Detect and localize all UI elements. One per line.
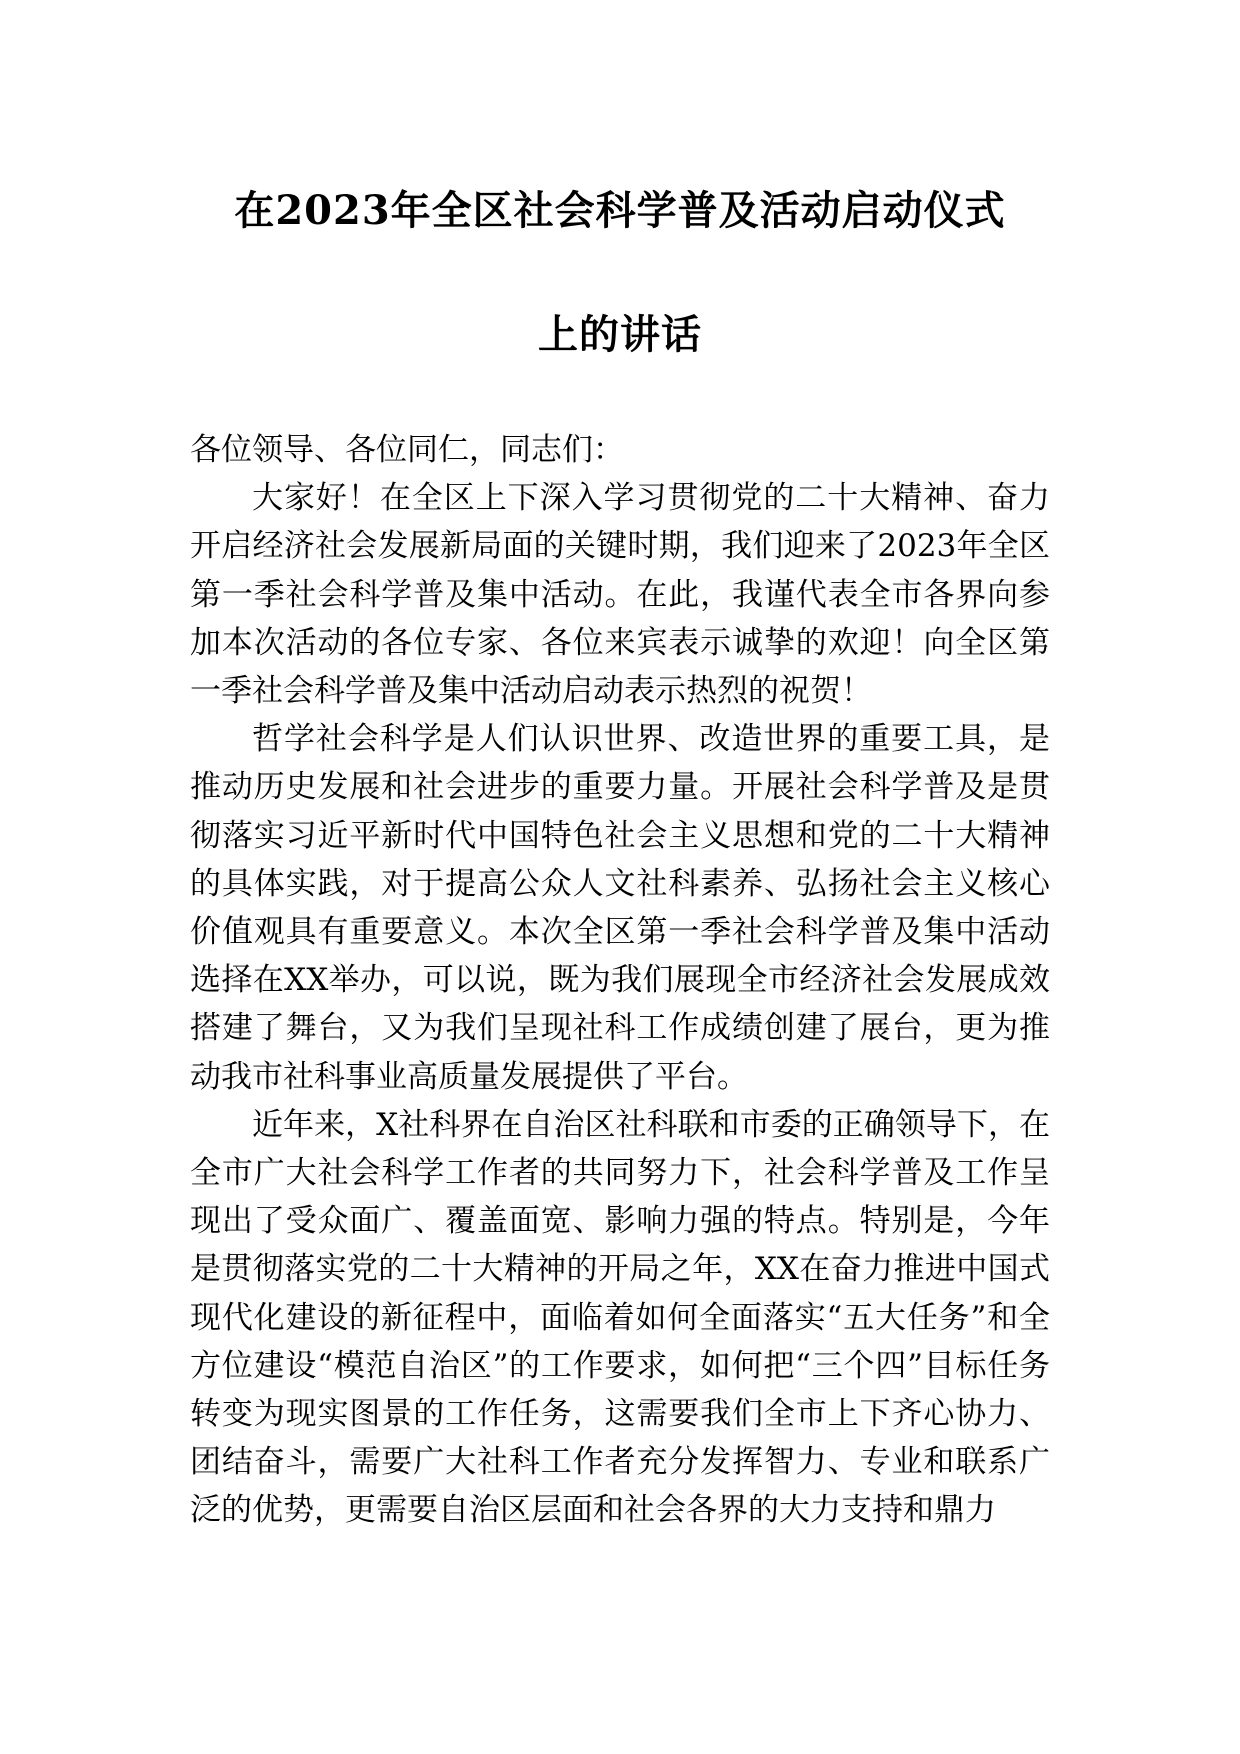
- paragraph-1: 大家好！在全区上下深入学习贯彻党的二十大精神、奋力开启经济社会发展新局面的关键时期，我们迎来了2023年全区第一季社会科学普及集中活动。在此，我谨代表全市各界向参加本次活动的各位专家、各位来宾表示诚挚的欢迎！向全区第一季社会科学普及集中活动启动表示热烈的祝贺！: [190, 480, 1050, 710]
- document-title-line-2: 上的讲话: [538, 311, 702, 358]
- salutation: 各位领导、各位同仁，同志们：: [190, 432, 624, 468]
- paragraph-2: 哲学社会科学是人们认识世界、改造世界的重要工具，是推动历史发展和社会进步的重要力量。开展社会科学普及是贯彻落实习近平新时代中国特色社会主义思想和党的二十大精神的具体实践，对于提高公众人文社科素养、弘扬社会主义核心价值观具有重要意义。本次全区第一季社会科学普及集中活动选择在XX举办，可以说，既为我们展现全市经济社会发展成效搭建了舞台，又为我们呈现社科工作成绩创建了展台，更为推动我市社科事业高质量发展提供了平台。: [190, 721, 1050, 1095]
- document-title-line-1: 在2023年全区社会科学普及活动启动仪式: [234, 187, 1006, 234]
- paragraph-3: 近年来，X社科界在自治区社科联和市委的正确领导下，在全市广大社会科学工作者的共同努力下，社会科学普及工作呈现出了受众面广、覆盖面宽、影响力强的特点。特别是，今年是贯彻落实党的二十大精神的开局之年，XX在奋力推进中国式现代化建设的新征程中，面临着如何全面落实“五大任务”和全方位建设“模范自治区”的工作要求，如何把“三个四”目标任务转变为现实图景的工作任务，这需要我们全市上下齐心协力、团结奋斗，需要广大社科工作者充分发挥智力、专业和联系广泛的优势，更需要自治区层面和社会各界的大力支持和鼎力: [190, 1106, 1050, 1529]
- document-body: [190, 426, 1050, 1535]
